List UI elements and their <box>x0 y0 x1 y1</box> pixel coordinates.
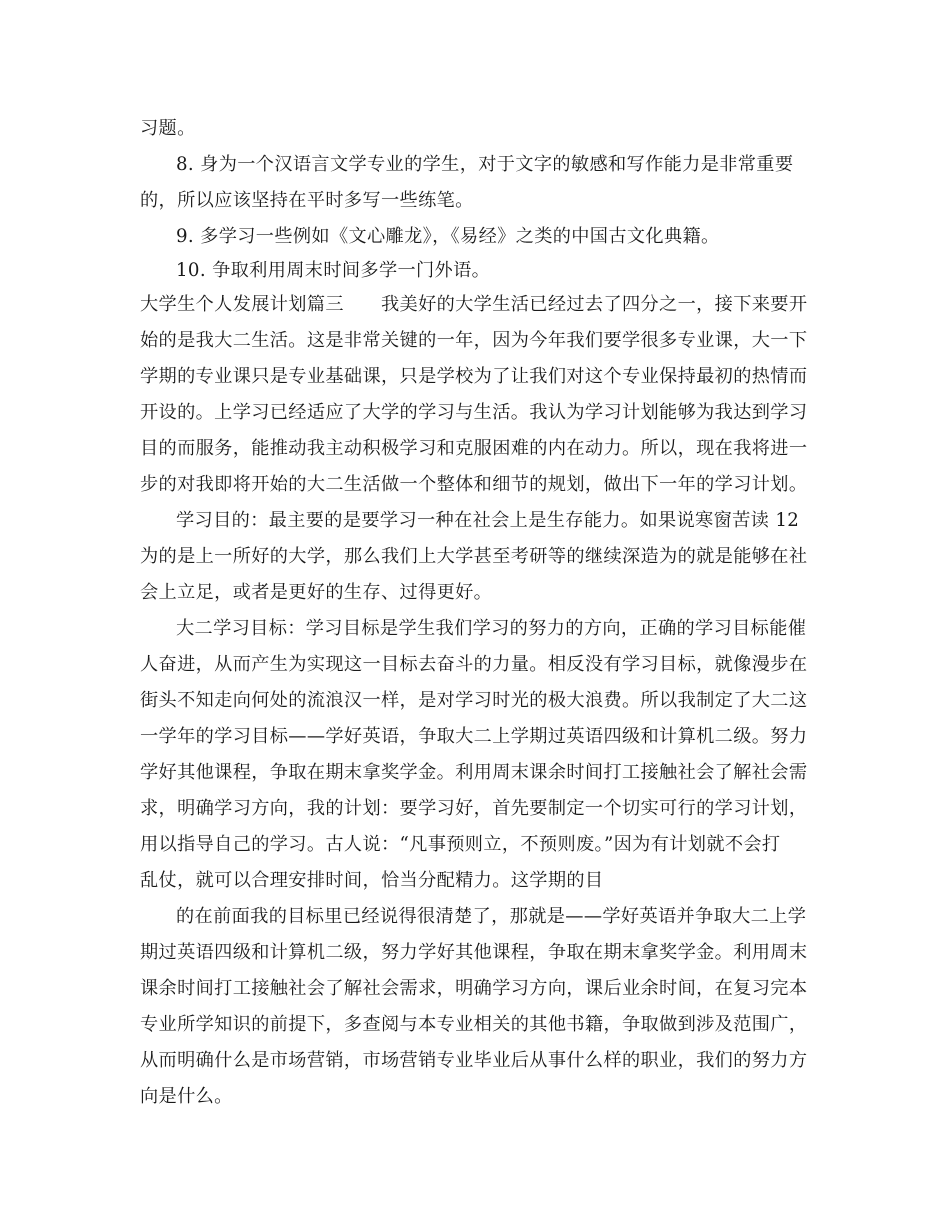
list-item-9: 9. 多学习一些例如《文心雕龙》，《易经》之类的中国古文化典籍。 <box>176 226 720 247</box>
text-line: 街头不知走向何处的流浪汉一样，是对学习时光的极大浪费。所以我制定了大二这 <box>140 690 808 711</box>
text-line: 会上立足，或者是更好的生存、过得更好。 <box>140 582 493 603</box>
text-line: 向是什么。 <box>140 1086 233 1107</box>
text-line: 始的是我大二生活。这是非常关键的一年，因为今年我们要学很多专业课，大一下 <box>140 330 808 351</box>
paragraph-start: 的在前面我的目标里已经说得很清楚了，那就是——学好英语并争取大二上学 <box>176 906 807 927</box>
text-line: 目的而服务，能推动我主动积极学习和克服困难的内在动力。所以，现在我将进一 <box>140 438 808 459</box>
text-line: 人奋进，从而产生为实现这一目标去奋斗的力量。相反没有学习目标，就像漫步在 <box>140 654 808 675</box>
text-line: 期过英语四级和计算机二级，努力学好其他课程，争取在期末拿奖学金。利用周末 <box>140 942 808 963</box>
text-line: 为的是上一所好的大学，那么我们上大学甚至考研等的继续深造为的就是能够在社 <box>140 546 808 567</box>
text-line: 开设的。上学习已经适应了大学的学习与生活。我认为学习计划能够为我达到学习 <box>140 402 808 423</box>
text-line: 用以指导自己的学习。古人说：“凡事预则立，不预则废。”因为有计划就不会打 <box>140 834 781 855</box>
paragraph-start: 大二学习目标：学习目标是学生我们学习的努力的方向，正确的学习目标能催 <box>176 618 807 639</box>
list-item-10: 10. 争取利用周末时间多学一门外语。 <box>176 260 491 281</box>
text-line: 乱仗，就可以合理安排时间，恰当分配精力。这学期的目 <box>140 870 604 891</box>
text-line: 习题。 <box>140 118 196 139</box>
text-line: 步的对我即将开始的大二生活做一个整体和细节的规划，做出下一年的学习计划。 <box>140 474 808 495</box>
text-line: 学好其他课程，争取在期末拿奖学金。利用周末课余时间打工接触社会了解社会需 <box>140 762 808 783</box>
section-heading-line: 大学生个人发展计划篇三 我美好的大学生活已经过去了四分之一，接下来要开 <box>140 294 808 315</box>
paragraph-start: 学习目的：最主要的是要学习一种在社会上是生存能力。如果说寒窗苦读 12 <box>176 510 800 531</box>
text-line: 课余时间打工接触社会了解社会需求，明确学习方向，课后业余时间，在复习完本 <box>140 978 808 999</box>
text-line: 学期的专业课只是专业基础课，只是学校为了让我们对这个专业保持最初的热情而 <box>140 366 808 387</box>
text-line: 从而明确什么是市场营销，市场营销专业毕业后从事什么样的职业，我们的努力方 <box>140 1050 808 1071</box>
text-line: 的，所以应该坚持在平时多写一些练笔。 <box>140 190 474 211</box>
text-line: 专业所学知识的前提下，多查阅与本专业相关的其他书籍，争取做到涉及范围广， <box>140 1014 808 1035</box>
list-item-8: 8. 身为一个汉语言文学专业的学生，对于文字的敏感和写作能力是非常重要 <box>176 154 794 175</box>
text-line: 一学年的学习目标——学好英语，争取大二上学期过英语四级和计算机二级。努力 <box>140 726 808 747</box>
text-line: 求，明确学习方向，我的计划：要学习好，首先要制定一个切实可行的学习计划， <box>140 798 808 819</box>
